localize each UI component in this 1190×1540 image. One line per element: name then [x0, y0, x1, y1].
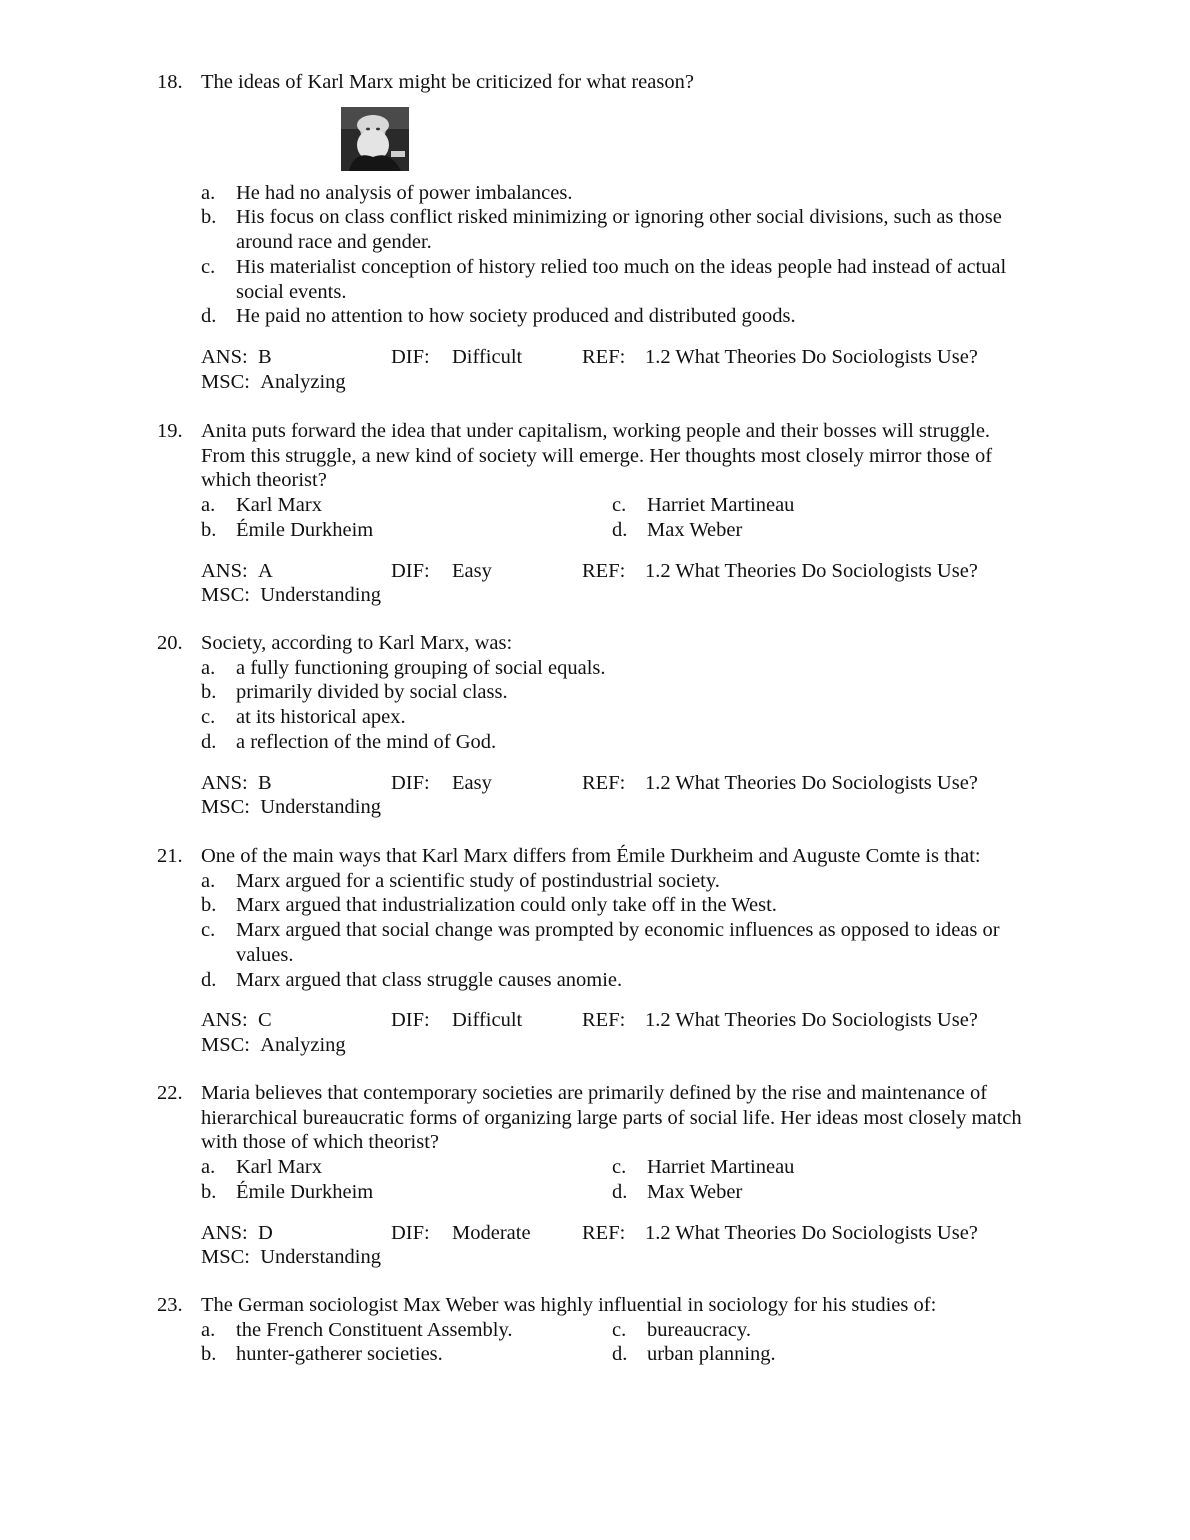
msc-label: MSC: [201, 584, 250, 607]
question-20 [157, 631, 1037, 820]
options-grid [201, 1318, 1037, 1367]
option-text: His materialist conception of history relied too much on the ideas people had instead of actual social events. [236, 255, 1007, 303]
msc-value: Understanding [260, 1246, 381, 1269]
ref-value: 1.2 What Theories Do Sociologists Use? [645, 1009, 978, 1032]
dif-value: Difficult [452, 345, 523, 368]
option-text: Marx argued that social change was prompted by economic influences as opposed to ideas or values. [236, 919, 1000, 966]
ans-value: D [257, 1221, 273, 1244]
question-22 [157, 1081, 1037, 1270]
option-letter: b. [201, 681, 217, 704]
option-a [201, 181, 1037, 206]
option-text: Marx argued that industrialization could only take off in the West. [236, 894, 777, 917]
option-letter: c. [201, 255, 216, 278]
question-number: 22. [157, 1082, 183, 1104]
option-b [201, 680, 1037, 705]
option-c [612, 493, 1037, 518]
option-letter: a. [201, 181, 216, 204]
ref-label: REF: [582, 1221, 626, 1244]
option-d [612, 1180, 1037, 1205]
option-letter: b. [201, 1180, 217, 1203]
answer-metadata [201, 771, 1037, 820]
dif-value: Moderate [452, 1221, 531, 1244]
ref-label: REF: [582, 345, 626, 368]
option-b [201, 205, 1037, 254]
question-stem: One of the main ways that Karl Marx differs from Émile Durkheim and Auguste Comte is that: [201, 845, 981, 867]
option-letter: d. [201, 968, 217, 991]
ref-label: REF: [582, 1009, 626, 1032]
ref-label: REF: [582, 771, 626, 794]
option-c [612, 1318, 1037, 1343]
options-grid [201, 493, 1037, 542]
options-list [201, 656, 1037, 755]
options-list [201, 181, 1037, 329]
option-d [201, 968, 1037, 993]
option-a [201, 493, 612, 518]
option-text: He paid no attention to how society produced and distributed goods. [236, 305, 796, 328]
option-text: the French Constituent Assembly. [236, 1318, 513, 1341]
option-b [201, 518, 612, 543]
option-letter: d. [612, 1343, 628, 1366]
question-19 [157, 419, 1037, 608]
option-text: Karl Marx [236, 1156, 322, 1179]
dif-label: DIF: [391, 1221, 430, 1244]
karl-marx-portrait-image [341, 107, 409, 171]
ref-label: REF: [582, 559, 626, 582]
answer-metadata [201, 559, 1037, 608]
option-letter: d. [612, 518, 628, 541]
option-text: Karl Marx [236, 494, 322, 517]
question-number: 23. [157, 1294, 183, 1316]
option-text: urban planning. [647, 1343, 776, 1366]
msc-label: MSC: [201, 370, 250, 393]
ans-value: B [257, 345, 272, 368]
option-d [201, 730, 1037, 755]
question-stem: The ideas of Karl Marx might be criticized for what reason? [201, 71, 694, 93]
ref-value: 1.2 What Theories Do Sociologists Use? [645, 1221, 978, 1244]
option-letter: d. [201, 305, 217, 328]
option-b [201, 1342, 612, 1367]
option-letter: c. [201, 919, 216, 942]
question-23 [157, 1293, 1037, 1367]
ans-value: B [257, 771, 272, 794]
question-stem: Maria believes that contemporary societies are primarily defined by the rise and maintenance of hierarchical bureaucratic forms of organizing large parts of social life. Her ideas most closely match with those of which theorist? [201, 1082, 1022, 1154]
ans-value: C [257, 1009, 272, 1032]
option-letter: c. [201, 706, 216, 729]
option-d [612, 1342, 1037, 1367]
option-c [612, 1155, 1037, 1180]
ref-value: 1.2 What Theories Do Sociologists Use? [645, 771, 978, 794]
option-text: He had no analysis of power imbalances. [236, 181, 573, 204]
option-text: Max Weber [647, 1180, 743, 1203]
msc-value: Analyzing [260, 1033, 346, 1056]
option-letter: b. [201, 206, 217, 229]
ans-label: ANS: [201, 1009, 248, 1032]
option-text: at its historical apex. [236, 706, 406, 729]
dif-label: DIF: [391, 345, 430, 368]
answer-metadata [201, 1008, 1037, 1057]
option-a [201, 1318, 612, 1343]
dif-label: DIF: [391, 1009, 430, 1032]
option-letter: a. [201, 1318, 216, 1341]
msc-value: Understanding [260, 584, 381, 607]
option-b [201, 1180, 612, 1205]
option-c [201, 918, 1037, 967]
option-text: hunter-gatherer societies. [236, 1343, 443, 1366]
ans-label: ANS: [201, 1221, 248, 1244]
ans-value: A [257, 559, 273, 582]
option-text: Harriet Martineau [647, 494, 795, 517]
dif-label: DIF: [391, 771, 430, 794]
question-number: 19. [157, 420, 183, 442]
dif-value: Easy [452, 771, 492, 794]
options-list [201, 869, 1037, 993]
option-letter: a. [201, 656, 216, 679]
option-text: Max Weber [647, 518, 743, 541]
option-text: Émile Durkheim [236, 518, 374, 541]
option-d [612, 518, 1037, 543]
option-text: a fully functioning grouping of social equals. [236, 656, 606, 679]
option-letter: a. [201, 1156, 216, 1179]
option-text: Marx argued that class struggle causes anomie. [236, 968, 623, 991]
question-18 [157, 70, 1037, 394]
answer-metadata [201, 1221, 1037, 1270]
msc-value: Understanding [260, 796, 381, 819]
option-letter: c. [612, 494, 627, 517]
ans-label: ANS: [201, 559, 248, 582]
question-21 [157, 844, 1037, 1058]
option-a [201, 1155, 612, 1180]
option-letter: b. [201, 518, 217, 541]
ref-value: 1.2 What Theories Do Sociologists Use? [645, 559, 978, 582]
option-text: Marx argued for a scientific study of postindustrial society. [236, 869, 720, 892]
question-number: 20. [157, 632, 183, 654]
ans-label: ANS: [201, 345, 248, 368]
msc-label: MSC: [201, 1033, 250, 1056]
answer-metadata [201, 345, 1037, 394]
option-c [201, 255, 1037, 304]
dif-value: Difficult [452, 1009, 523, 1032]
ans-label: ANS: [201, 771, 248, 794]
dif-value: Easy [452, 559, 492, 582]
option-letter: c. [612, 1156, 627, 1179]
msc-value: Analyzing [260, 370, 346, 393]
option-text: Émile Durkheim [236, 1180, 374, 1203]
option-text: primarily divided by social class. [236, 681, 508, 704]
msc-label: MSC: [201, 1246, 250, 1269]
option-letter: d. [201, 730, 217, 753]
option-letter: d. [612, 1180, 628, 1203]
option-letter: a. [201, 494, 216, 517]
question-stem: Anita puts forward the idea that under capitalism, working people and their bosses will struggle. From this struggle, a new kind of society will emerge. Her thoughts most closely mirror those of which theorist? [201, 420, 993, 492]
msc-label: MSC: [201, 796, 250, 819]
option-letter: a. [201, 869, 216, 892]
dif-label: DIF: [391, 559, 430, 582]
question-stem: The German sociologist Max Weber was highly influential in sociology for his studies of: [201, 1294, 937, 1316]
option-text: Harriet Martineau [647, 1156, 795, 1179]
option-d [201, 304, 1037, 329]
question-number: 21. [157, 845, 183, 867]
option-text: a reflection of the mind of God. [236, 730, 497, 753]
option-letter: b. [201, 894, 217, 917]
option-letter: c. [612, 1318, 627, 1341]
question-stem: Society, according to Karl Marx, was: [201, 632, 513, 654]
option-b [201, 893, 1037, 918]
option-c [201, 705, 1037, 730]
option-text: His focus on class conflict risked minimizing or ignoring other social divisions, such as those around race and gender. [236, 206, 1002, 254]
option-a [201, 656, 1037, 681]
question-number: 18. [157, 71, 183, 93]
ref-value: 1.2 What Theories Do Sociologists Use? [645, 345, 978, 368]
option-text: bureaucracy. [647, 1318, 751, 1341]
options-grid [201, 1155, 1037, 1204]
option-a [201, 869, 1037, 894]
option-letter: b. [201, 1343, 217, 1366]
